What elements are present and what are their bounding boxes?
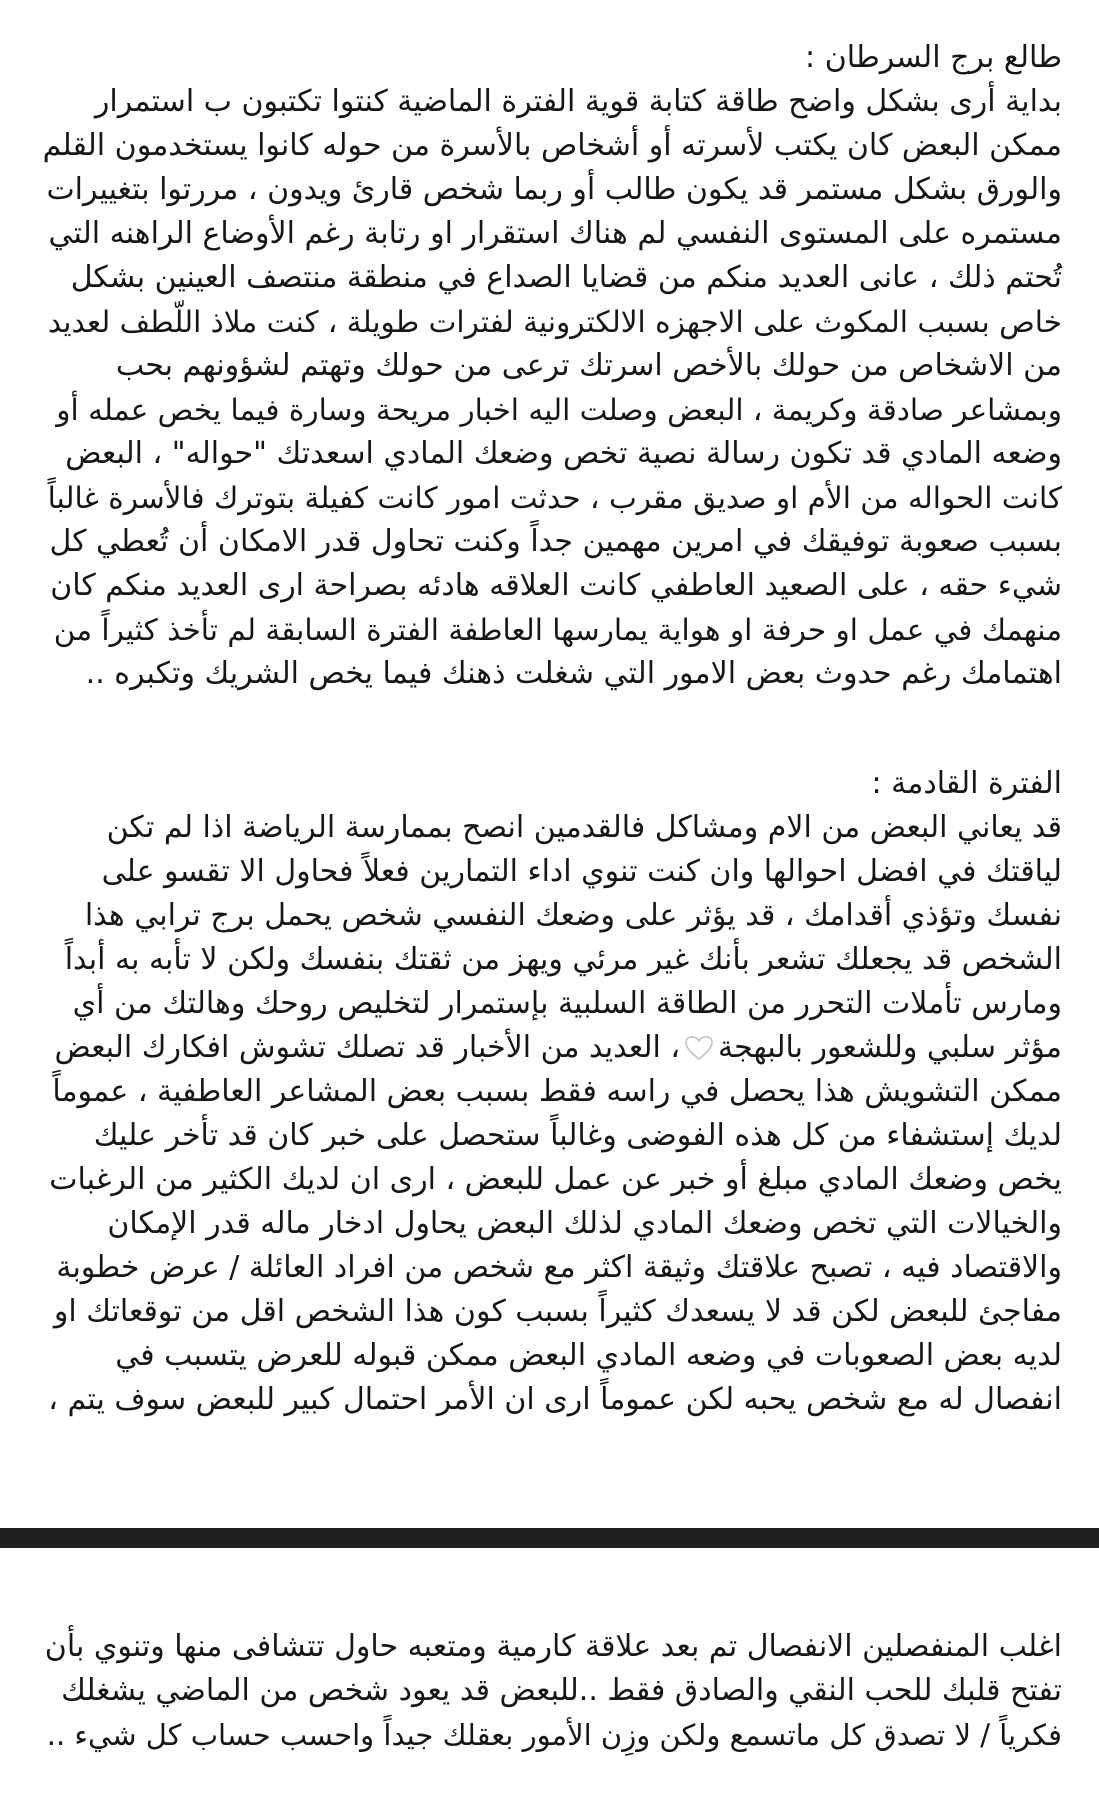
paragraph-line: لديه بعض الصعوبات في وضعه المادي البعض ممكن قبوله للعرض يتسبب في bbox=[115, 1338, 1062, 1373]
paragraph-line: يخص وضعك المادي مبلغ أو خبر عن عمل للبعض ، ارى ان لديك الكثير من الرغبات bbox=[49, 1162, 1062, 1197]
section-separated-readers bbox=[42, 1625, 1062, 1757]
paragraph-line: خاص بسبب المكوث على الاجهزه الالكترونية لفترات طويلة ، كنت ملاذ اللّطف لعديد bbox=[47, 305, 1062, 339]
paragraph-line: والاقتصاد فيه ، تصبح علاقتك وثيقة اكثر مع شخص من افراد العائلة / عرض خطوبة bbox=[56, 1250, 1062, 1285]
paragraph-line: لديك إستشفاء من كل هذه الفوضى وغالباً ستحصل على خبر كان قد تأخر عليك bbox=[93, 1118, 1062, 1153]
paragraph-line: مفاجئ للبعض لكن قد لا يسعدك كثيراً بسبب كون هذا الشخص اقل من توقعاتك او bbox=[53, 1294, 1062, 1329]
paragraph-line: لياقتك في افضل احوالها وان كنت تنوي اداء التمارين فعلاً فحاول الا تقسو على bbox=[101, 854, 1062, 889]
heart-line-end: ، العديد من الأخبار قد تصلك تشوش افكارك البعض bbox=[54, 1030, 681, 1065]
paragraph-line: وضعه المادي قد تكون رسالة نصية تخص وضعك المادي اسعدتك "حواله" ، البعض bbox=[65, 436, 1062, 471]
paragraph-line: الشخص قد يجعلك تشعر بأنك غير مرئي ويهز من ثقتك بنفسك ولكن لا تأبه به أبداً bbox=[64, 942, 1062, 977]
paragraph-line: اغلب المنفصلين الانفصال تم بعد علاقة كارمية ومتعبه حاول تتشافى منها وتنوي بأن bbox=[44, 1629, 1062, 1664]
paragraph-line: نفسك وتؤذي أقدامك ، قد يؤثر على وضعك النفسي شخص يحمل برج ترابي هذا bbox=[84, 898, 1062, 933]
paragraph-line: ممكن التشويش هذا يحصل في راسه فقط بسبب بعض المشاعر العاطفية ، عموماً bbox=[52, 1074, 1062, 1109]
section-heading: طالع برج السرطان : bbox=[805, 40, 1062, 75]
paragraph-line: قد يعاني البعض من الام ومشاكل فالقدمين انصح بممارسة الرياضة اذا لم تكن bbox=[106, 810, 1062, 845]
paragraph-line: كانت الحواله من الأم او صديق مقرب ، حدثت امور كانت كفيلة بتوترك فالأسرة غالباً bbox=[47, 481, 1062, 515]
heart-line-start: مؤثر سلبي وللشعور بالبهجة bbox=[718, 1030, 1062, 1065]
section-heading: الفترة القادمة : bbox=[871, 766, 1062, 801]
section-divider bbox=[0, 1528, 1099, 1548]
paragraph-line: وبمشاعر صادقة وكريمة ، البعض وصلت اليه اخبار مريحة وسارة فيما يخص عمله أو bbox=[56, 393, 1062, 427]
paragraph-line: انفصال له مع شخص يحبه لكن عموماً ارى ان الأمر احتمال كبير للبعض سوف يتم ، bbox=[48, 1382, 1062, 1417]
paragraph-line: ومارس تأملات التحرر من الطاقة السلبية بإستمرار لتخليص روحك وهالتك من أي bbox=[72, 986, 1062, 1021]
paragraph-line: تُحتم ذلك ، عانى العديد منكم من قضايا الصداع في منطقة منتصف العينين بشكل bbox=[70, 260, 1062, 295]
paragraph-line: بداية أرى بشكل واضح طاقة كتابة قوية الفترة الماضية كنتوا تكتبون ب استمرار bbox=[94, 84, 1062, 119]
paragraph-line: والورق بشكل مستمر قد يكون طالب أو ربما شخص قارئ ويدون ، مررتوا بتغييرات bbox=[46, 172, 1062, 207]
paragraph-line: فكرياً / لا تصدق كل ماتسمع ولكن وزِن الأمور بعقلك جيداً واحسب حساب كل شيء .. bbox=[46, 1718, 1062, 1752]
white-heart-icon bbox=[684, 1035, 714, 1061]
section-upcoming-period bbox=[42, 762, 1062, 1422]
paragraph-line: تفتح قلبك للحب النقي والصادق فقط ..للبعض قد يعود شخص من الماضي يشغلك bbox=[61, 1673, 1062, 1708]
paragraph-line: من الاشخاص من حولك بالأخص اسرتك ترعى من حولك وتهتم لشؤونهم بحب bbox=[115, 348, 1062, 383]
paragraph-line: مستمره على المستوى النفسي لم هناك استقرار او رتابة رغم الأوضاع الراهنه التي bbox=[48, 216, 1062, 251]
paragraph-line-with-heart bbox=[42, 1026, 1062, 1070]
paragraph-line: اهتمامك رغم حدوث بعض الامور التي شغلت ذهنك فيما يخص الشريك وتكبره .. bbox=[85, 656, 1062, 691]
paragraph-line: بسبب صعوبة توفيقك في امرين مهمين جداً وكنت تحاول قدر الامكان أن تُعطي كل bbox=[49, 524, 1062, 559]
section-cancer-horoscope bbox=[42, 36, 1062, 696]
paragraph-line: والخيالات التي تخص وضعك المادي لذلك البعض يحاول ادخار ماله قدر الإمكان bbox=[107, 1206, 1062, 1241]
paragraph-line: ممكن البعض كان يكتب لأسرته أو أشخاص بالأسرة من حوله كانوا يستخدمون القلم bbox=[42, 128, 1062, 163]
paragraph-line: شيء حقه ، على الصعيد العاطفي كانت العلاقه هادئه بصراحة ارى العديد منكم كان bbox=[50, 568, 1062, 603]
paragraph-line: منهمك في عمل او حرفة او هواية يمارسها العاطفة الفترة السابقة لم تأخذ كثيراً من bbox=[53, 613, 1062, 647]
